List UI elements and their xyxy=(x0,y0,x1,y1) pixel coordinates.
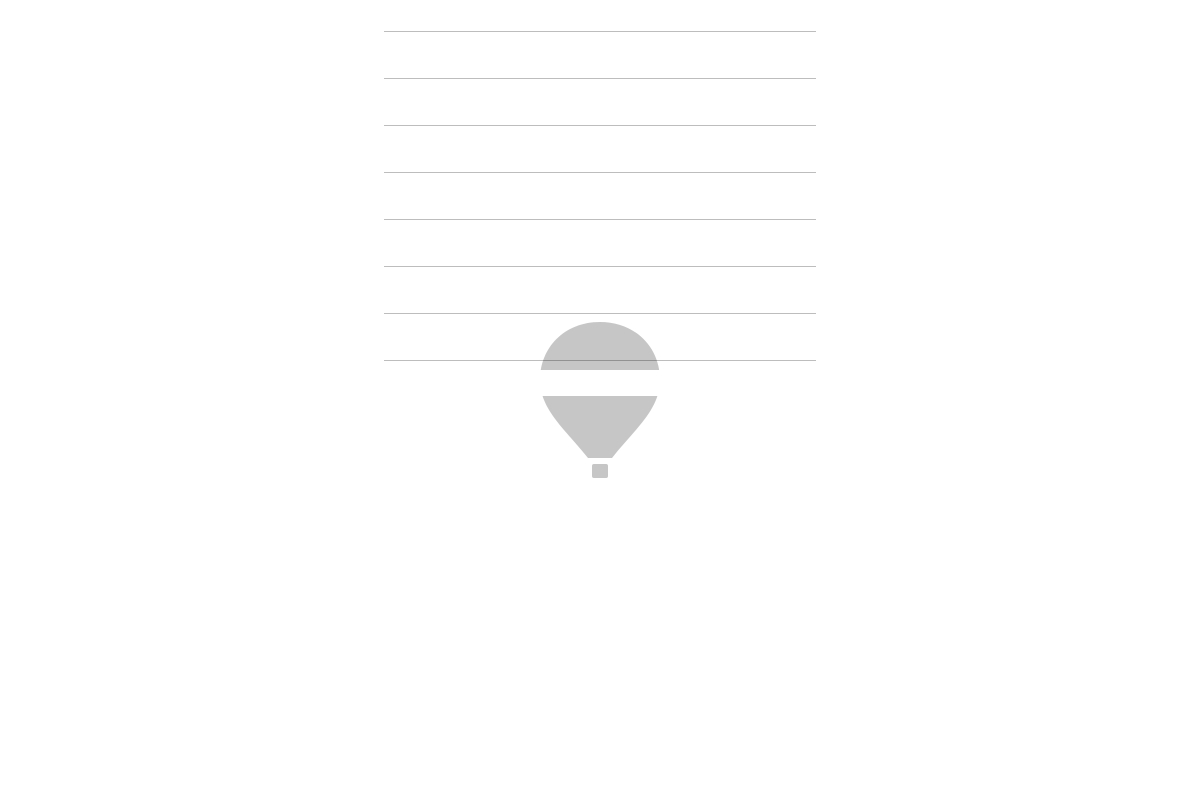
room-m2 xyxy=(556,220,686,267)
room-m2 xyxy=(556,126,686,173)
room-m2 xyxy=(556,79,686,126)
table-row xyxy=(384,32,816,79)
room-name xyxy=(384,173,556,220)
table-row xyxy=(384,79,816,126)
room-name xyxy=(384,220,556,267)
header-room xyxy=(384,0,556,32)
room-name xyxy=(384,79,556,126)
room-name xyxy=(384,267,556,314)
area-table-container xyxy=(384,0,816,407)
room-netto xyxy=(686,79,816,126)
room-m2 xyxy=(556,32,686,79)
balloon-basket xyxy=(592,464,608,478)
room-name xyxy=(384,314,556,361)
room-netto xyxy=(686,314,816,361)
table-row xyxy=(384,220,816,267)
room-name xyxy=(384,126,556,173)
room-netto xyxy=(686,173,816,220)
table-row xyxy=(384,126,816,173)
room-m2 xyxy=(556,314,686,361)
table-row xyxy=(384,314,816,361)
table-row xyxy=(384,361,816,408)
room-netto xyxy=(686,361,816,408)
room-m2 xyxy=(556,267,686,314)
room-netto xyxy=(686,220,816,267)
area-table xyxy=(384,0,816,407)
table-header-row xyxy=(384,0,816,32)
room-m2 xyxy=(556,361,686,408)
room-netto xyxy=(686,32,816,79)
room-netto xyxy=(686,267,816,314)
table-row xyxy=(384,173,816,220)
room-netto xyxy=(686,126,816,173)
table-row xyxy=(384,267,816,314)
room-name xyxy=(384,361,556,408)
room-m2 xyxy=(556,173,686,220)
header-netto xyxy=(686,0,816,32)
header-m2 xyxy=(556,0,686,32)
room-name xyxy=(384,32,556,79)
